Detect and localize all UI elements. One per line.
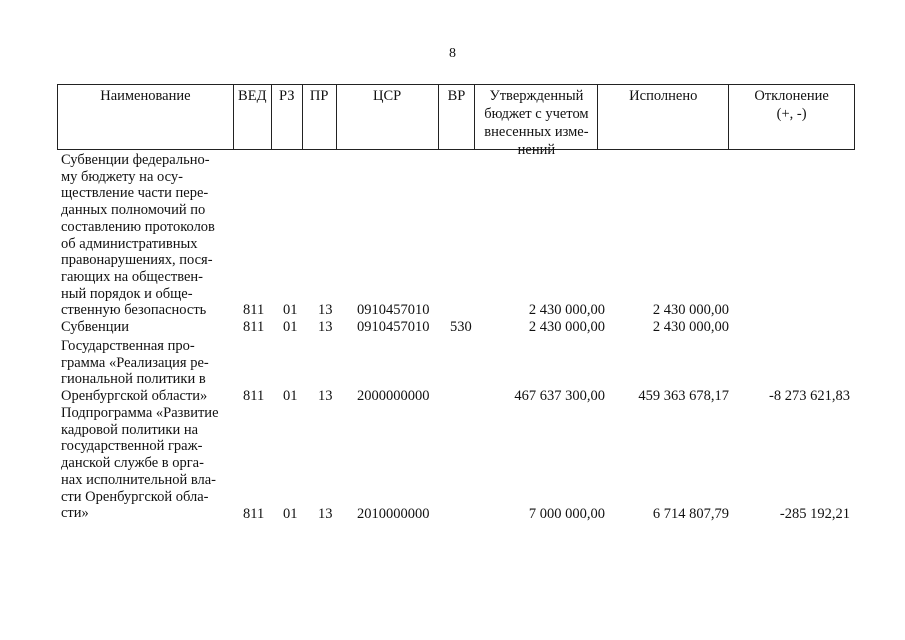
row-pr: 13 [318, 302, 333, 318]
row-ved: 811 [243, 388, 265, 404]
row-csr: 0910457010 [357, 302, 430, 318]
header-pr: ПР [303, 85, 337, 149]
row-executed: 459 363 678,17 [638, 388, 729, 404]
row-pr: 13 [318, 506, 333, 522]
page-number: 8 [449, 46, 456, 61]
header-ved: ВЕД [234, 85, 272, 149]
header-executed: Исполнено [598, 85, 729, 149]
header-name: Наименование [58, 85, 234, 149]
row-rz: 01 [283, 319, 298, 335]
header-csr: ЦСР [337, 85, 439, 149]
row-approved: 2 430 000,00 [528, 319, 605, 335]
row-ved: 811 [243, 302, 265, 318]
row-deviation: -285 192,21 [779, 506, 850, 522]
row-deviation: -8 273 621,83 [769, 388, 850, 404]
row-executed: 2 430 000,00 [652, 319, 729, 335]
row-rz: 01 [283, 388, 298, 404]
row-approved: 7 000 000,00 [528, 506, 605, 522]
row-ved: 811 [243, 506, 265, 522]
table-header [57, 84, 855, 158]
row-name: Подпрограмма «Развитие кадровой политики на государственной граж- данской службе в орга- нах исполнительной вла- сти Оренбургской обла- сти» [61, 405, 219, 522]
row-csr: 2000000000 [357, 388, 430, 404]
row-vr: 530 [450, 319, 472, 335]
row-approved: 467 637 300,00 [514, 388, 605, 404]
row-pr: 13 [318, 319, 333, 335]
row-name: Субвенции федерально- му бюджету на осу- ществление части пере- данных полномочий по составлению протоколов об административных правонарушениях, пося- гающих на обществен- ный порядок и обще- ственную безопасность [61, 152, 215, 319]
row-csr: 0910457010 [357, 319, 430, 335]
row-executed: 6 714 807,79 [652, 506, 729, 522]
header-approved: Утвержденный бюджет с учетом внесенных изме- нений [475, 85, 598, 149]
row-rz: 01 [283, 302, 298, 318]
row-pr: 13 [318, 388, 333, 404]
row-name: Государственная про- грамма «Реализация ре- гиональной политики в Оренбургской области» [61, 338, 209, 405]
row-ved: 811 [243, 319, 265, 335]
row-csr: 2010000000 [357, 506, 430, 522]
row-executed: 2 430 000,00 [652, 302, 729, 318]
row-approved: 2 430 000,00 [528, 302, 605, 318]
header-rz: РЗ [272, 85, 303, 149]
header-deviation: Отклонение (+, -) [729, 85, 855, 149]
header-vr: ВР [439, 85, 476, 149]
row-rz: 01 [283, 506, 298, 522]
row-name: Субвенции [61, 319, 129, 335]
